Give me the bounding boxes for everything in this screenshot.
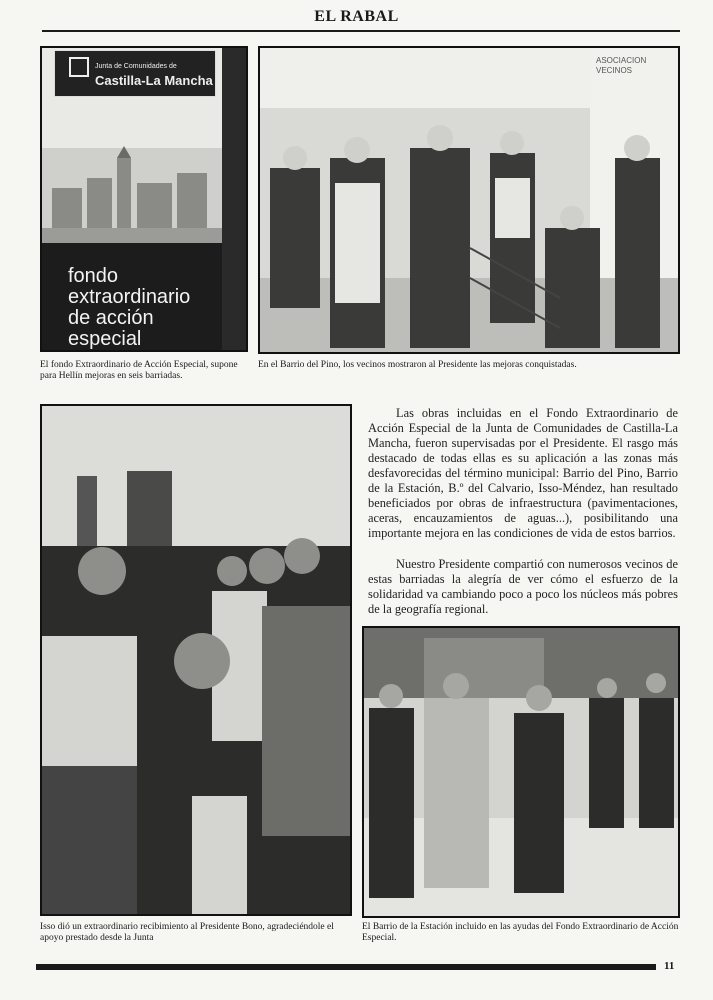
poster-line: extraordinario [68, 286, 191, 308]
article-paragraph: Nuestro Presidente compartió con numerosos vecinos de estas barriadas la alegría de ver cómo el esfuerzo de la solidaridad va cambiando poco a poco los núcleos más pobres de la geografía regional. [368, 557, 678, 616]
sign-board [54, 50, 216, 97]
article-paragraph: Las obras incluidas en el Fondo Extraordinario de Acción Especial de la Junta de Comunidades de Castilla-La Mancha, fueron supervisadas por el Presidente. El rasgo más destacado de todas ellas es su aplicación a las zonas más desfavorecidas del término municipal: Barrio del Pino, Barrio de la Estación, B.º del Calvario, Isso-Méndez, han resultado beneficiados por obras de infraestructura (pavimentaciones, aceras, encauzamientos de aguas...), posibilitando una importante mejora en las condiciones de vida de estos barrios. [368, 406, 678, 540]
photo-fondo-sign [40, 46, 248, 352]
caption-isso: Isso dió un extraordinario recibimiento al Presidente Bono, agradeciéndole el apoyo prestado desde la Junta [40, 922, 334, 943]
magazine-header: EL RABAL [314, 8, 399, 25]
header-rule [42, 30, 680, 32]
photo-isso [40, 404, 352, 916]
footer-rule [36, 964, 656, 970]
caption-estacion: El Barrio de la Estación incluido en las ayudas del Fondo Extraordinario de Acción Especial. [362, 922, 679, 943]
caption-pino: En el Barrio del Pino, los vecinos mostraron al Presidente las mejoras conquistadas. [258, 360, 577, 370]
poster-text [68, 266, 238, 350]
poster-line: especial [68, 328, 142, 350]
sign-subtitle: Junta de Comunidades de [95, 63, 177, 70]
association-sign-line: ASOCIACION [596, 56, 647, 65]
association-sign [596, 56, 646, 76]
junta-logo-icon [69, 57, 89, 77]
page-number: 11 [664, 960, 675, 972]
photo-barrio-pino [258, 46, 680, 354]
photo-barrio-estacion [362, 626, 680, 918]
poster-line: de acción [68, 307, 154, 329]
sign-title: Castilla-La Mancha [95, 73, 213, 88]
poster-line: fondo [68, 265, 119, 287]
article-body [368, 406, 678, 633]
association-sign-line: VECINOS [596, 66, 633, 75]
caption-sign: El fondo Extraordinario de Acción Especial, supone para Hellín mejoras en seis barriadas. [40, 360, 238, 381]
